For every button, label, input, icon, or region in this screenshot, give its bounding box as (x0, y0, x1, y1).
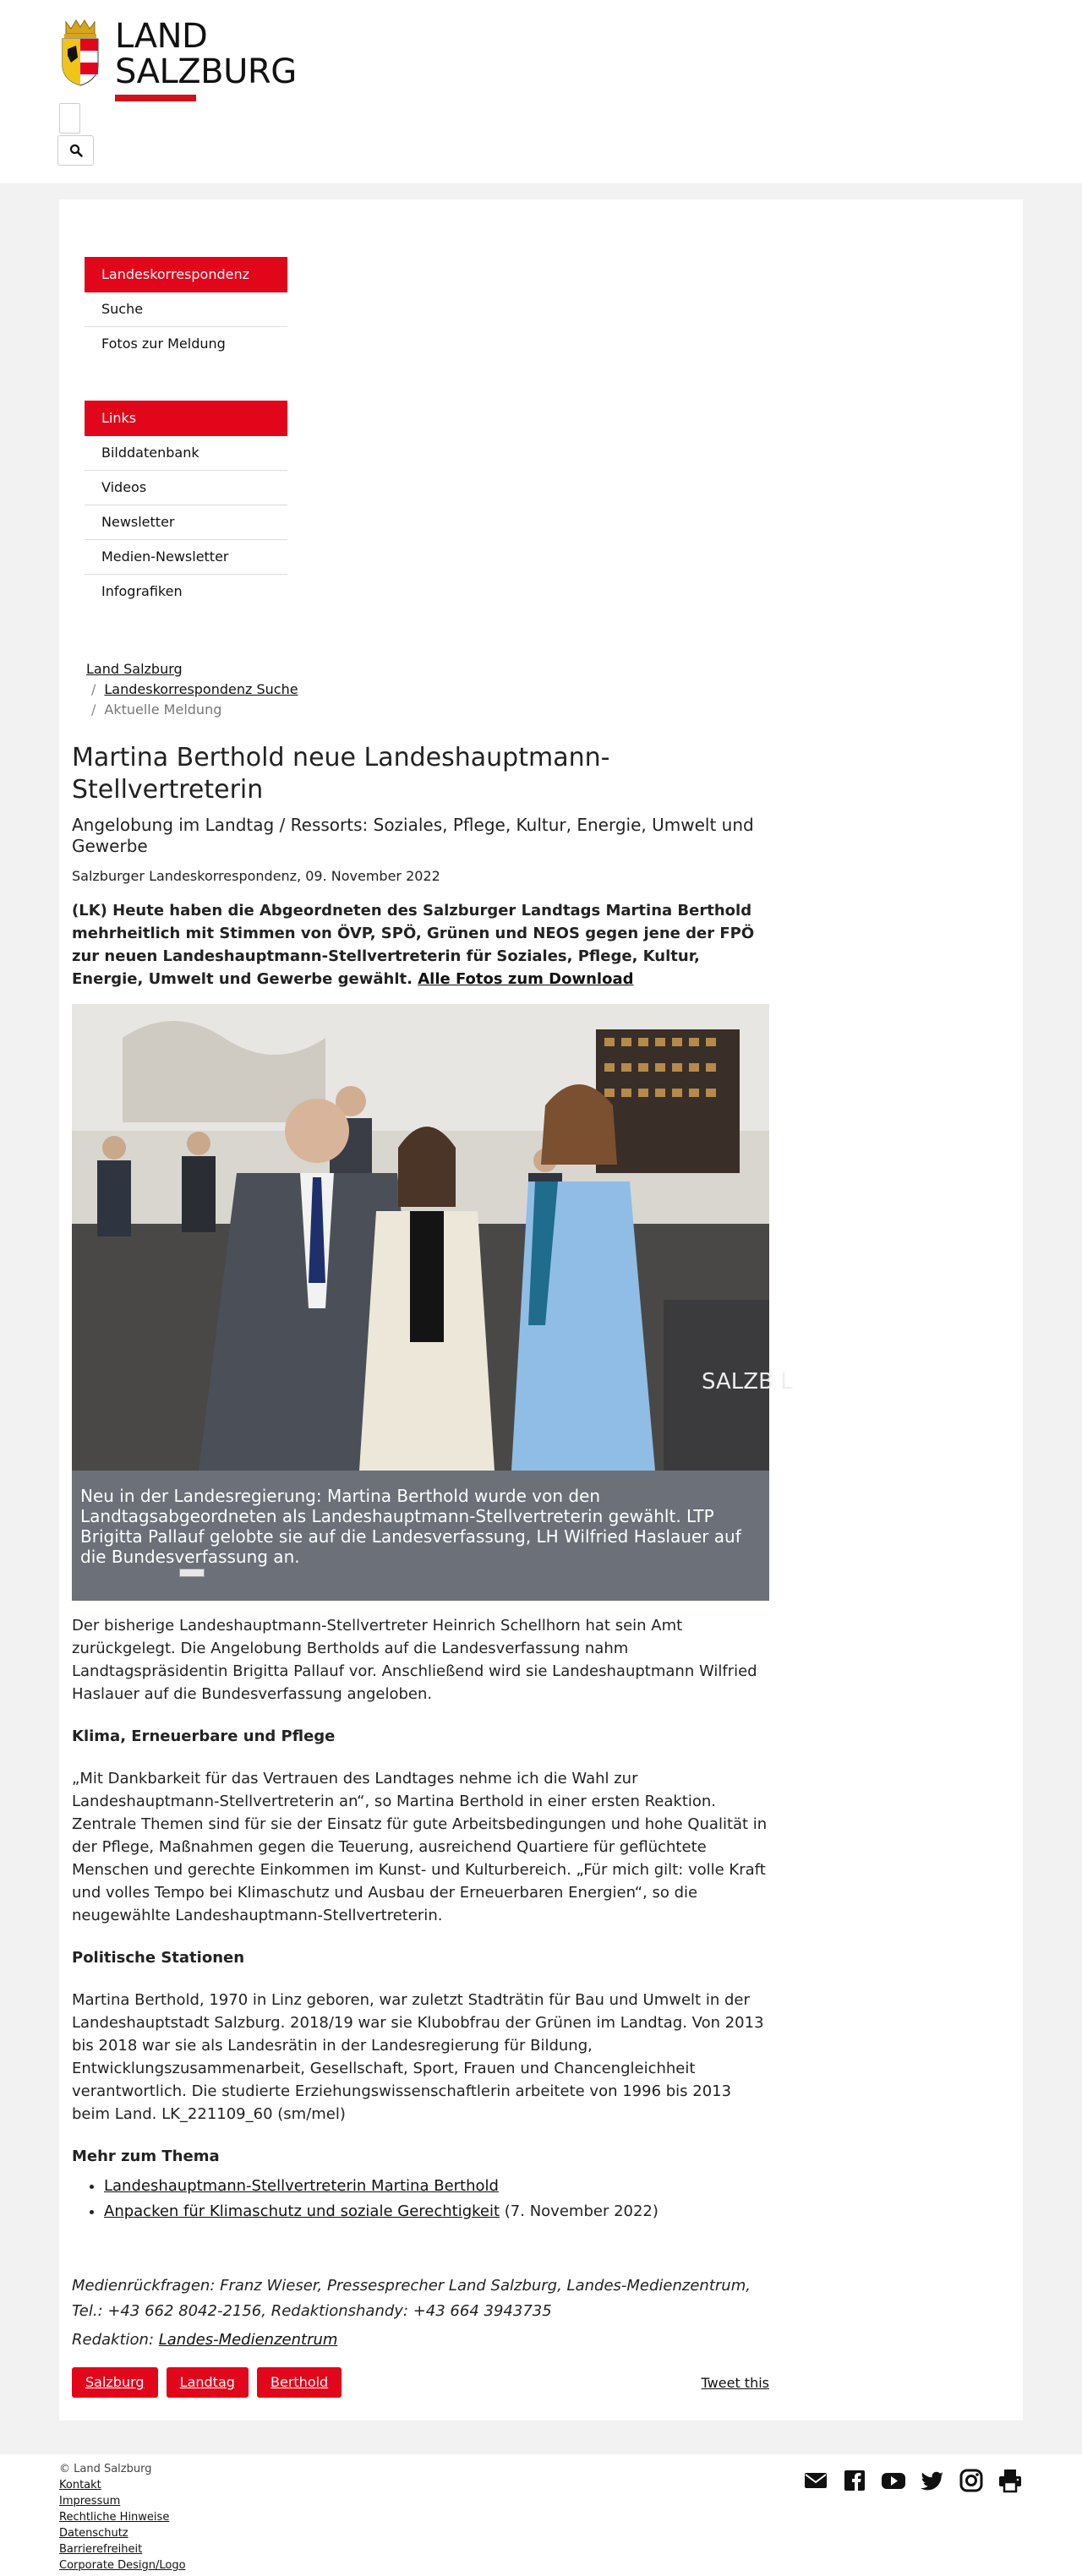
sidebar-item-fotos[interactable]: Fotos zur Meldung (101, 336, 226, 352)
search-icon (69, 144, 83, 157)
photo-caption: Neu in der Landesregierung: Martina Berthold wurde von den Landtagsabgeordneten als Landeshauptmann-Stellvertreterin gewählt. LTP Brigitta Pallauf gelobte sie auf die Landesverfassung, LH Wilfried Haslauer auf die Bundesverfassung an. (80, 1486, 741, 1567)
media-contact: Medienrückfragen: Franz Wieser, Pressesprecher Land Salzburg, Landes-Medienzentrum, Tel.: +43 662 8042-2156, Redaktionshandy: +43 664 3943735 (72, 2277, 751, 2320)
article-meta: Salzburger Landeskorrespondenz, 09. November 2022 (72, 868, 440, 884)
sidebar-item-newsletter[interactable]: Newsletter (85, 505, 287, 540)
article-paragraph-2: „Mit Dankbarkeit für das Vertrauen des Landtages nehme ich die Wahl zur Landeshauptmann-Stellvertreterin an“, so Martina Berthold in einer ersten Reaktion. Zentrale Themen sind für sie der Einsatz für gute Arbeitsbedingungen und hohe Qualität in der Pflege, Maßnahmen gegen die Teuerung, ausreichend Quartiere für geflüchtete Menschen und gerechte Einkommen im Kunst- und Kulturbereich. „Für mich gilt: volle Kraft und volles Tempo bei Klimaschutz und Ausbau der Erneuerbaren Energien“, so die neugewählte Landeshauptmann-Stellvertreterin. (72, 1770, 768, 1924)
logo-text-line2: SALZBURG (115, 52, 297, 91)
article-heading-klima: Klima, Erneuerbare und Pflege (72, 1727, 336, 1745)
caption-toggle-handle[interactable] (179, 1569, 205, 1577)
youtube-icon[interactable] (881, 2468, 906, 2493)
article (72, 742, 793, 2398)
land-salzburg-logo[interactable] (59, 19, 297, 101)
photo-sign-text: SALZB L (702, 1369, 793, 1394)
breadcrumb-home[interactable]: Land Salzburg (86, 661, 183, 677)
article-subtitle: Angelobung im Landtag / Ressorts: Soziales, Pflege, Kultur, Energie, Umwelt und Gewerbe (72, 815, 754, 856)
sidebar-item-bilddatenbank[interactable]: Bilddatenbank (85, 436, 287, 471)
breadcrumb-separator: / (91, 701, 96, 718)
tag-berthold[interactable]: Berthold (257, 2367, 342, 2398)
related-link-klimaschutz[interactable]: Anpacken für Klimaschutz und soziale Gerechtigkeit (104, 2202, 500, 2220)
facebook-icon[interactable] (842, 2468, 867, 2493)
sidebar-item-suche[interactable]: Suche (85, 292, 287, 327)
sidebar-item-videos[interactable]: Videos (85, 471, 287, 505)
footer-link-corporate-design[interactable]: Corporate Design/Logo (59, 2559, 186, 2572)
redaktion-label: Redaktion: (72, 2331, 159, 2349)
breadcrumb-current: Aktuelle Meldung (104, 701, 222, 718)
photo-image (72, 1004, 793, 1471)
article-lead-text: (LK) Heute haben die Abgeordneten des Salzburger Landtags Martina Berthold mehrheitlich mit Stimmen von ÖVP, SPÖ, Grünen und NEOS gegen jene der FPÖ zur neuen Landeshauptmann-Stellvertreterin für Soziales, Pflege, Kultur, Energie, Umwelt und Gewerbe gewählt. (72, 902, 755, 988)
breadcrumb-landeskorrespondenz-suche[interactable]: Landeskorrespondenz Suche (104, 681, 298, 697)
site-footer (0, 2454, 1082, 2576)
footer-copyright: © Land Salzburg (59, 2463, 152, 2475)
print-icon[interactable] (997, 2468, 1023, 2493)
redaktion-link[interactable]: Landes-Medienzentrum (158, 2331, 338, 2349)
logo-text-line1: LAND (115, 17, 208, 56)
related-link-date: (7. November 2022) (500, 2202, 658, 2220)
article-paragraph-1: Der bisherige Landeshauptmann-Stellvertreter Heinrich Schellhorn hat sein Amt zurückgelegt. Die Angelobung Bertholds auf die Landesverfassung nahm Landtagspräsidentin Brigitta Pallauf vor. Anschließend wird sie Landeshauptmann Wilfried Haslauer auf die Bundesverfassung angeloben. (72, 1617, 757, 1703)
article-title: Martina Berthold neue Landeshauptmann-Stellvertreterin (72, 743, 610, 805)
breadcrumb-separator: / (91, 681, 96, 697)
breadcrumb (86, 659, 298, 720)
content-panel (59, 199, 1023, 2420)
sidebar-group-landeskorrespondenz (85, 257, 287, 362)
article-heading-mehr-zum-thema: Mehr zum Thema (72, 2148, 220, 2165)
related-links-list (72, 2174, 769, 2224)
sidebar-group-links (85, 401, 287, 609)
social-icons (803, 2468, 1023, 2493)
footer-links (59, 2461, 186, 2573)
footer-link-impressum[interactable]: Impressum (59, 2495, 121, 2508)
search-button[interactable] (57, 135, 94, 166)
tag-salzburg[interactable]: Salzburg (72, 2367, 158, 2398)
footer-link-barrierefreiheit[interactable]: Barrierefreiheit (59, 2543, 143, 2556)
article-photo[interactable] (72, 1004, 793, 1601)
coat-of-arms-icon (59, 19, 101, 86)
article-heading-politische-stationen: Politische Stationen (72, 1949, 245, 1967)
instagram-icon[interactable] (959, 2468, 984, 2493)
tag-row (72, 2367, 769, 2398)
search-input[interactable] (59, 103, 80, 134)
footer-link-rechtliche-hinweise[interactable]: Rechtliche Hinweise (59, 2511, 170, 2524)
sidebar-heading-landeskorrespondenz[interactable]: Landeskorrespondenz (85, 257, 287, 292)
sidebar-item-infografiken[interactable]: Infografiken (101, 583, 183, 599)
all-photos-download-link[interactable]: Alle Fotos zum Download (418, 970, 634, 988)
footer-link-datenschutz[interactable]: Datenschutz (59, 2527, 128, 2540)
article-lead (72, 899, 769, 991)
site-header (0, 0, 1082, 183)
list-item (104, 2174, 769, 2199)
footer-link-kontakt[interactable]: Kontakt (59, 2479, 101, 2491)
sidebar-item-medien-newsletter[interactable]: Medien-Newsletter (85, 540, 287, 575)
sidebar-heading-links[interactable]: Links (85, 401, 287, 436)
tweet-this-link[interactable]: Tweet this (701, 2374, 769, 2391)
article-paragraph-3: Martina Berthold, 1970 in Linz geboren, war zuletzt Stadträtin für Bau und Umwelt in der Landeshauptstadt Salzburg. 2018/19 war sie Klubobfrau der Grünen im Landtag. Von 2013 bis 2018 war sie als Landesrätin in der Landesregierung für Bildung, Entwicklungszusammenarbeit, Gesellschaft, Sport, Frauen und Chancengleichheit verantwortlich. Die studierte Erziehungswissenschaftlerin arbeitete von 1996 bis 2013 beim Land. LK_221109_60 (sm/mel) (72, 1991, 764, 2123)
redaktion (72, 2331, 769, 2349)
related-link-berthold[interactable]: Landeshauptmann-Stellvertreterin Martina Berthold (104, 2177, 499, 2195)
list-item (104, 2199, 769, 2224)
twitter-icon[interactable] (920, 2468, 945, 2493)
email-icon[interactable] (803, 2468, 828, 2493)
logo-underline (115, 95, 196, 101)
tag-landtag[interactable]: Landtag (167, 2367, 249, 2398)
